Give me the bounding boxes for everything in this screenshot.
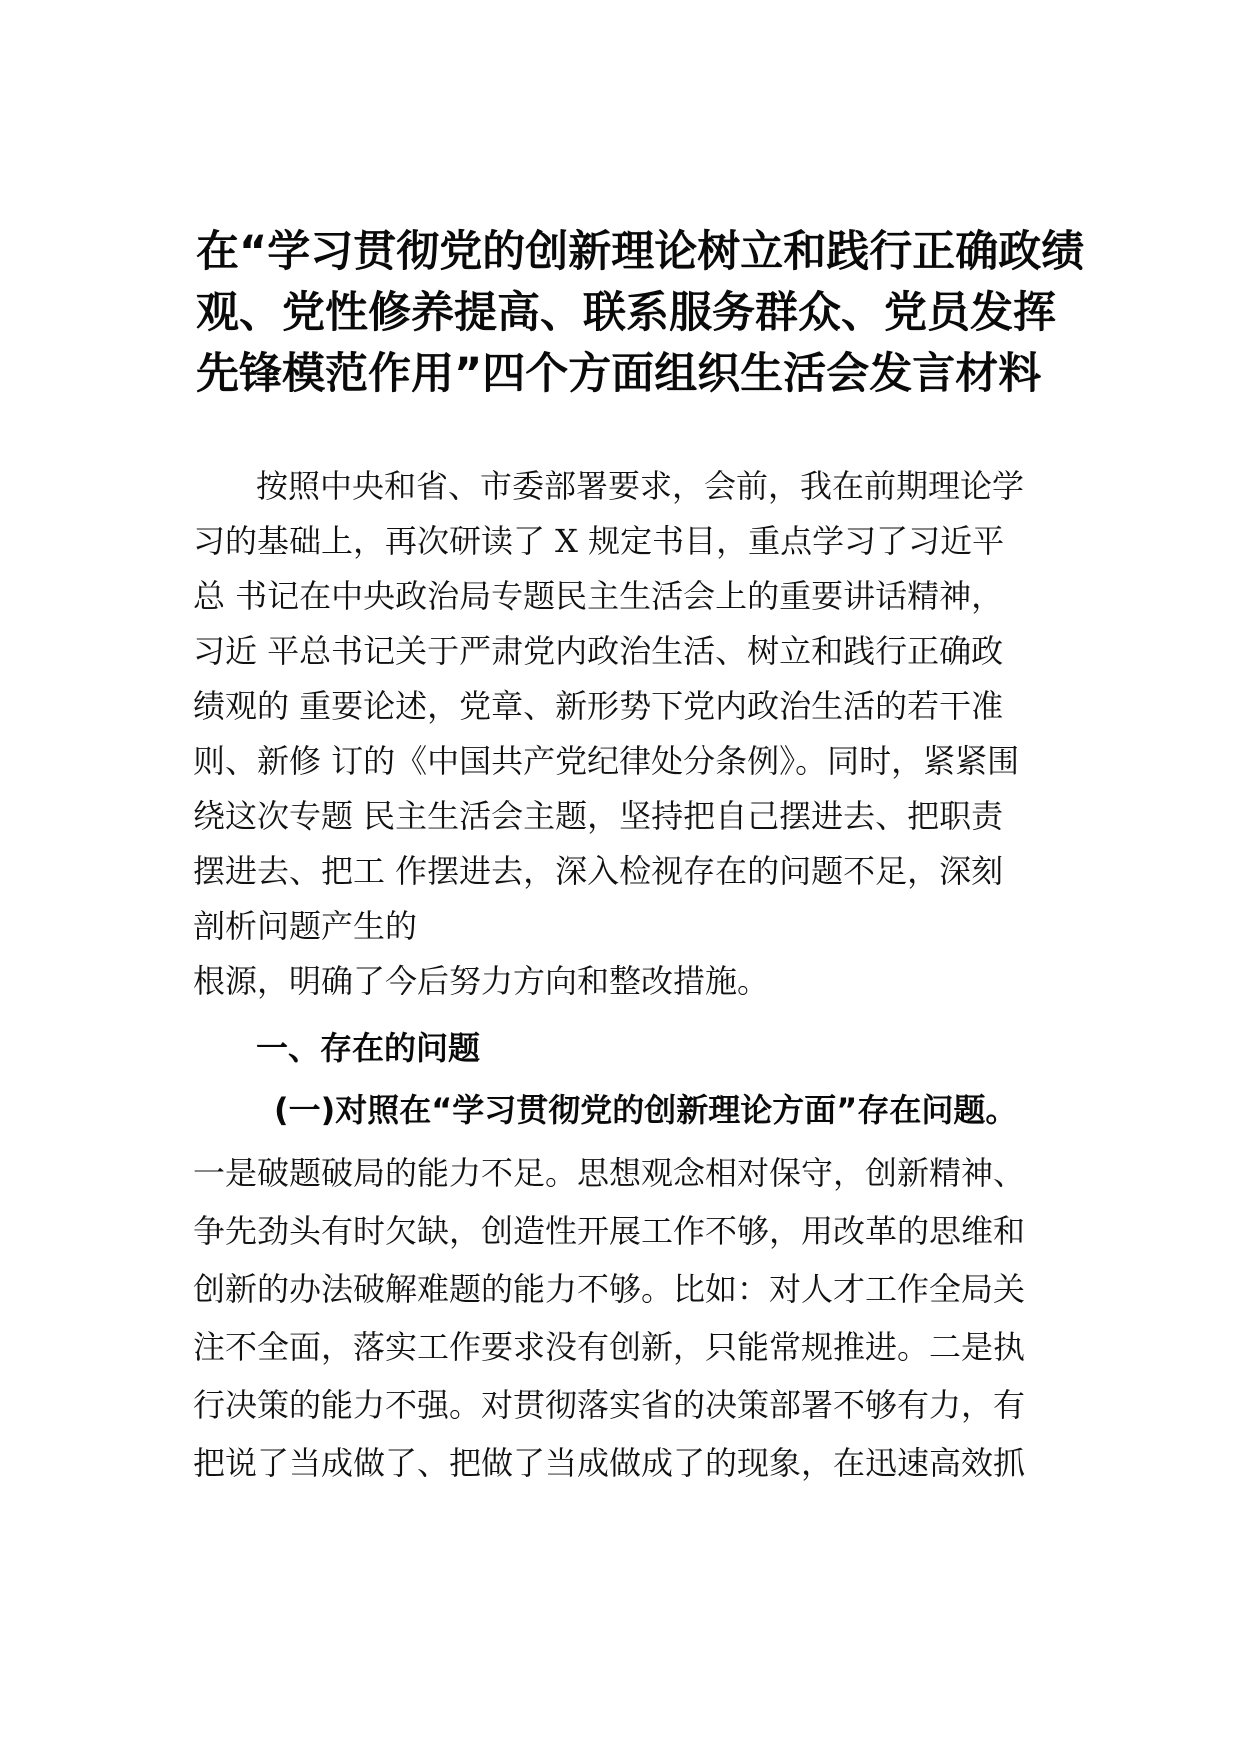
intro-line: 习近 平总书记关于严肃党内政治生活、树立和践行正确政	[193, 632, 1004, 670]
intro-line: 绕这次专题 民主生活会主题，坚持把自己摆进去、把职责	[193, 797, 1004, 835]
intro-line: 习的基础上，再次研读了 X 规定书目，重点学习了习近平	[193, 522, 1005, 560]
section-heading: 一、存在的问题	[256, 1029, 481, 1067]
intro-line: 则、新修 订的《中国共产党纪律处分条例》。同时，紧紧围	[193, 742, 1020, 780]
body-line: 把说了当成做了、把做了当成做成了的现象，在迅速高效抓	[193, 1444, 1026, 1482]
body-line: 行决策的能力不强。对贯彻落实省的决策部署不够有力，有	[193, 1386, 1026, 1424]
body-line: 创新的办法破解难题的能力不够。比如：对人才工作全局关	[193, 1270, 1026, 1308]
intro-line: 总 书记在中央政治局专题民主生活会上的重要讲话精神，	[193, 577, 1004, 615]
body-line: 注不全面，落实工作要求没有创新，只能常规推进。二是执	[193, 1328, 1026, 1366]
title-line: 在“学习贯彻党的创新理论树立和践行正确政绩	[196, 227, 1085, 277]
intro-line: 剖析问题产生的	[193, 907, 418, 945]
intro-line: 按照中央和省、市委部署要求，会前，我在前期理论学	[256, 467, 1025, 505]
title-line: 先锋模范作用”四个方面组织生活会发言材料	[196, 349, 1042, 399]
document-title	[196, 222, 1096, 405]
body-line: 争先劲头有时欠缺，创造性开展工作不够，用改革的思维和	[193, 1212, 1026, 1250]
subsection-heading: (一)对照在“学习贯彻党的创新理论方面”存在问题。	[274, 1091, 1018, 1129]
intro-line: 根源，明确了今后努力方向和整改措施。	[193, 962, 770, 1000]
title-line: 观、党性修养提高、联系服务群众、党员发挥	[196, 288, 1056, 338]
intro-line: 绩观的 重要论述，党章、新形势下党内政治生活的若干准	[193, 687, 1004, 725]
intro-line: 摆进去、把工 作摆进去，深入检视存在的问题不足，深刻	[193, 852, 1004, 890]
body-line: 一是破题破局的能力不足。思想观念相对保守，创新精神、	[193, 1154, 1026, 1192]
